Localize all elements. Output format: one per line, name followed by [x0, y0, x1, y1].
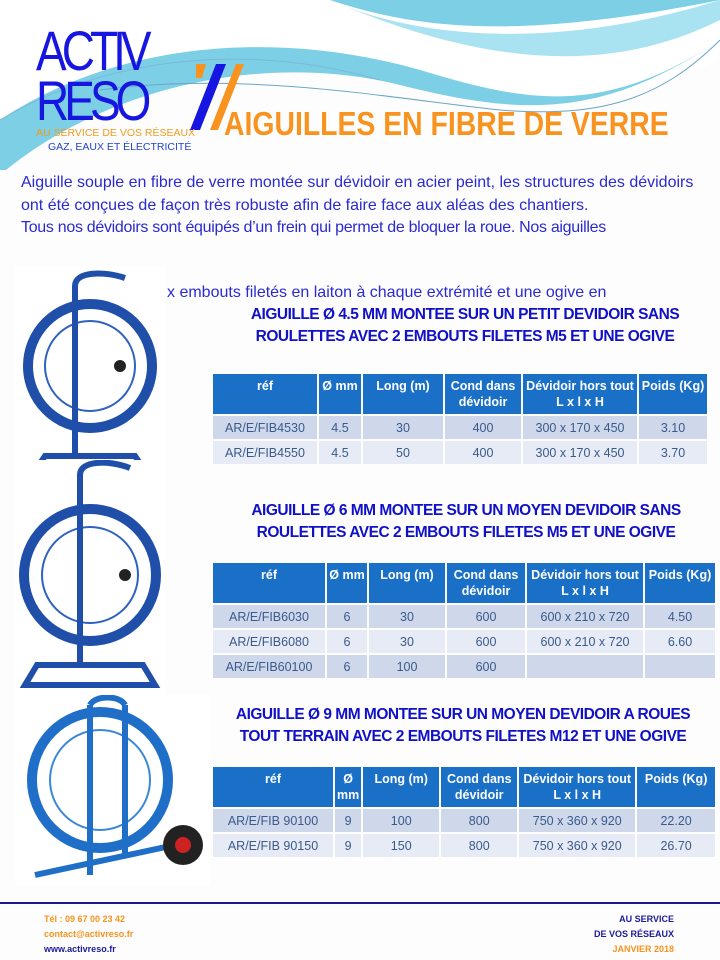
product-title: AIGUILLE Ø 9 MM MONTEE SUR UN MOYEN DEVIDOIR A ROUES TOUT TERRAIN AVEC 2 EMBOUTS FILETES M12 ET UNE OGIVE — [235, 706, 691, 745]
footer-tagline-2: DE VOS RÉSEAUX — [593, 929, 674, 939]
product-table — [211, 561, 717, 680]
table-row: AR/E/FIB 90100 9 100 800 750 x 360 x 920 22.20 — [213, 809, 715, 832]
page-title: AIGUILLES EN FIBRE DE VERRE — [224, 105, 669, 142]
table-row: AR/E/FIB6080 6 30 600 600 x 210 x 720 6.60 — [213, 630, 715, 653]
intro-text-continued: x embouts filetés en laiton à chaque extrémité et une ogive en — [167, 284, 607, 301]
table-header-row: réf Ø mm Long (m) Cond dans dévidoir Dévidoir hors tout L x l x H Poids (Kg) — [213, 563, 715, 603]
product-title: AIGUILLE Ø 6 MM MONTEE SUR UN MOYEN DEVIDOIR SANS ROULETTES AVEC 2 EMBOUTS FILETES M5 ET UNE OGIVE — [251, 502, 681, 541]
product-table — [211, 372, 709, 466]
wheeled-reel-image — [15, 695, 210, 885]
medium-reel-image — [15, 460, 165, 700]
small-reel-image — [15, 266, 165, 481]
product-table — [211, 765, 717, 859]
table-header-row: réf Ø mm Long (m) Cond dans dévidoir Dévidoir hors tout L x l x H Poids (Kg) — [213, 374, 707, 414]
footer-phone: Tél : 09 67 00 23 42 — [44, 914, 126, 924]
footer-tagline-1: AU SERVICE — [619, 914, 674, 924]
product-title: AIGUILLE Ø 4.5 MM MONTEE SUR UN PETIT DEVIDOIR SANS ROULETTES AVEC 2 EMBOUTS FILETES M5 ET UNE OGIVE — [250, 306, 680, 345]
footer-website[interactable]: www.activreso.fr — [44, 944, 116, 954]
table-row: AR/E/FIB 90150 9 150 800 750 x 360 x 920 26.70 — [213, 834, 715, 857]
table-row: AR/E/FIB4530 4.5 30 400 300 x 170 x 450 3.10 — [213, 416, 707, 439]
footer-divider — [0, 902, 720, 904]
table-row: AR/E/FIB60100 6 100 600 — [213, 655, 715, 678]
activreso-logo: ACTIV RESO AU SERVICE DE VOS RÉSEAUX GAZ, EAUX ET ÉLECTRICITÉ — [36, 26, 216, 156]
table-row: AR/E/FIB4550 4.5 50 400 300 x 170 x 450 3.70 — [213, 441, 707, 464]
table-row: AR/E/FIB6030 6 30 600 600 x 210 x 720 4.50 — [213, 605, 715, 628]
table-header-row: réf Ø mm Long (m) Cond dans dévidoir Dévidoir hors tout L x l x H Poids (Kg) — [213, 767, 715, 807]
footer-email[interactable]: contact@activreso.fr — [44, 929, 134, 939]
footer-date: JANVIER 2018 — [612, 944, 674, 954]
intro-text: Aiguille souple en fibre de verre montée sur dévidoir en acier peint, les structures des dévidoirs ont été conçues de façon très robuste afin de faire face aux aléas des chantiers. Tous nos dévidoirs sont équipés d’un frein qui permet de bloquer la roue. Nos aiguilles — [21, 174, 694, 236]
